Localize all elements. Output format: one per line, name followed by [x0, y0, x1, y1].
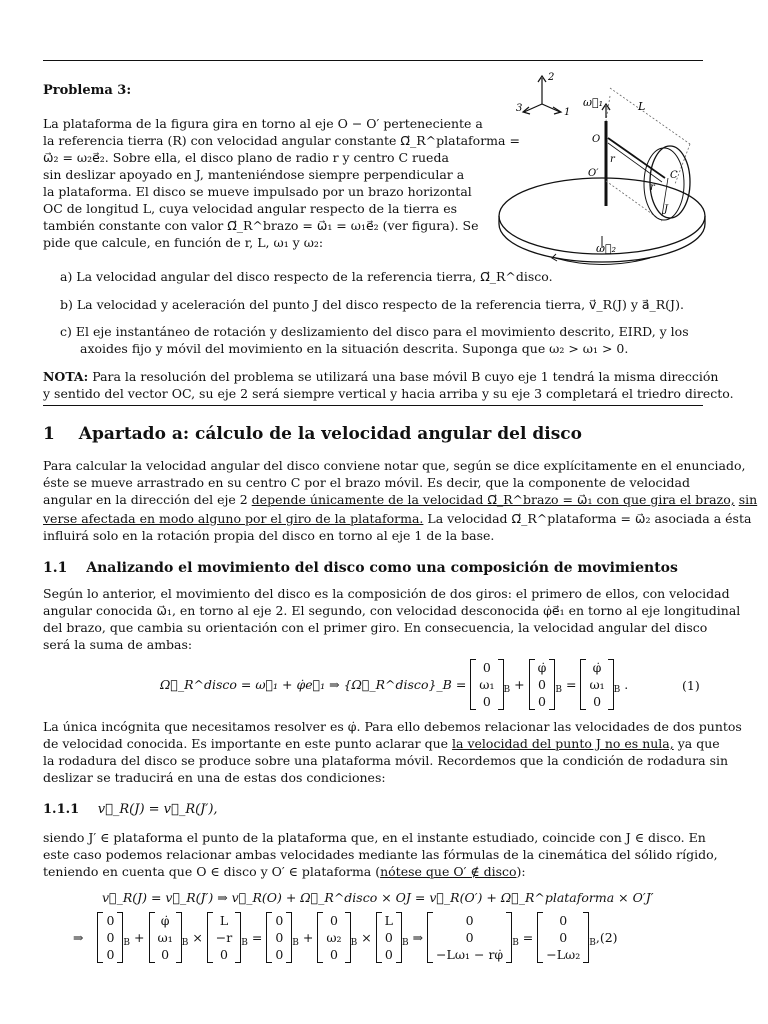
- statement-line: la referencia tierra (R) con velocidad angular constante Ω⃗_R^plataforma =: [43, 133, 520, 148]
- s111-line: este caso podemos relacionar ambas velocidades mediante las fórmulas de la cinemática del sólido rígido,: [43, 847, 718, 862]
- equation-1: Ω⃗_R^disco = ω⃗₁ + φ̇e⃗₁ ⇒ {Ω⃗_R^disco}_B = 0 ω₁ 0 $_B$ + φ̇ 0 0 $_B$ = φ̇ ω₁ 0 $_B$ .: [160, 660, 629, 709]
- s11-line: Según lo anterior, el movimiento del disco es la composición de dos giros: el primero de ellos, con velocidad: [43, 586, 730, 601]
- O-label: O: [592, 134, 601, 145]
- statement-line: OC de longitud L, cuya velocidad angular respecto de la tierra es: [43, 201, 458, 216]
- axis-3-label: 3: [516, 103, 523, 114]
- s1-line-3: [43, 491, 757, 508]
- r-label: r: [610, 154, 615, 165]
- eq2-matrix: φ̇ ω₁ 0: [149, 912, 182, 963]
- item-a: a) La velocidad angular del disco respecto de la referencia tierra, Ω⃗_R^disco.: [60, 269, 553, 284]
- omega2-arc-icon: [555, 258, 650, 265]
- statement-line: pide que calcule, en función de r, L, ω₁ y ω₂:: [43, 235, 324, 250]
- s11-p2-line: de velocidad conocida. Es importante en este punto aclarar que la velocidad del punto J no es nula, ya que: [43, 736, 720, 751]
- note-line-1: [43, 368, 718, 385]
- equation-2: ⇒ 0 0 0 $_B$ + φ̇ ω₁ 0 $_B$ × L −r 0 $_B$ = 0 0 0 $_B$ + 0 ω₂ 0 $_B$ × L 0 0 $_B$ ⇒ 0 0 −Lω₁ − rφ̇ $_B$ = 0 0 −Lω₂ $_B$,(2): [73, 913, 618, 962]
- s1-line: influirá solo en la rotación propia del disco en torno al eje 1 de la base.: [43, 528, 495, 543]
- platform-disk-figure: [490, 66, 710, 271]
- Oprime-label: O′: [588, 168, 599, 179]
- eq2-matrix: L −r 0: [207, 912, 241, 963]
- section-title: v⃗_R(J) = v⃗_R(J′),: [97, 802, 218, 817]
- section-title: Analizando el movimiento del disco como una composición de movimientos: [86, 560, 678, 576]
- s11-p2-line: La única incógnita que necesitamos resolver es φ̇. Para ello debemos relacionar las velocidades de dos puntos: [43, 719, 742, 734]
- s11-p2-line: deslizar se traducirá en una de estas dos condiciones:: [43, 770, 386, 785]
- eq1-matrix-2: φ̇ 0 0: [529, 659, 556, 710]
- problem-title: Problema 3:: [43, 83, 132, 98]
- section-number: 1.1: [43, 560, 68, 576]
- s1-line: Para calcular la velocidad angular del disco conviene notar que, según se dice explícitamente en el enunciado,: [43, 458, 746, 473]
- s111-line: siendo J′ ∈ plataforma el punto de la plataforma que, en el instante estudiado, coincide con J ∈ disco. En: [43, 830, 706, 845]
- statement-line: sin deslizar apoyado en J, manteniéndose siempre perpendicular a: [43, 167, 465, 182]
- section-1-1-heading: [43, 560, 678, 576]
- eq1-matrix-3: φ̇ ω₁ 0: [580, 659, 613, 710]
- section-number: 1: [43, 424, 55, 444]
- section-1-1-1-heading: [43, 802, 218, 817]
- section-number: 1.1.1: [43, 802, 80, 817]
- eq2-top: v⃗_R(J) = v⃗_R(J′) ⇒ v⃗_R(O) + Ω⃗_R^disco × OJ = v⃗_R(O′) + Ω⃗_R^plataforma × O′J′: [102, 890, 654, 905]
- s1-underlined: sin: [738, 492, 758, 507]
- section-title: Apartado a: cálculo de la velocidad angular del disco: [78, 424, 582, 444]
- omega2-label: ω⃗₂: [596, 242, 616, 255]
- eq2-number: ,(2): [595, 930, 618, 945]
- s1-underlined: verse afectada en modo alguno por el giro de la plataforma.: [43, 511, 424, 526]
- section-1-heading: [43, 424, 582, 444]
- eq2-matrix: 0 0 0: [97, 912, 123, 963]
- note-label: NOTA:: [43, 369, 89, 384]
- s11-underlined: la velocidad del punto J no es nula,: [452, 736, 674, 751]
- s111-underlined: nótese que O′ ∉ disco: [380, 864, 517, 879]
- s11-line: angular conocida ω⃗₁, en torno al eje 2. El segundo, con velocidad desconocida φ̇e⃗₁ en torno al eje longitudinal: [43, 603, 741, 618]
- s1-text: La velocidad Ω⃗_R^plataforma = ω⃗₂ asociada a ésta: [427, 511, 752, 526]
- statement-line: ω⃗₂ = ω₂e⃗₂. Sobre ella, el disco plano de radio r y centro C rueda: [43, 150, 449, 165]
- s11-line: será la suma de ambas:: [43, 637, 193, 652]
- s1-line: éste se mueve arrastrado en su centro C por el brazo móvil. Es decir, que la componente de velocidad: [43, 475, 690, 490]
- s111-line: teniendo en cuenta que O ∈ disco y O′ ∈ plataforma (nótese que O′ ∉ disco):: [43, 864, 526, 879]
- axis-1-label: 1: [564, 107, 571, 118]
- statement-line: la plataforma. El disco se mueve impulsado por un brazo horizontal: [43, 184, 472, 199]
- axes-triad-icon: [523, 76, 561, 114]
- statement-line: también constante con valor Ω⃗_R^brazo = ω⃗₁ = ω₁e⃗₂ (ver figura). Se: [43, 218, 479, 233]
- eq2-matrix: 0 ω₂ 0: [317, 912, 350, 963]
- omega1-label: ω⃗₁: [583, 96, 603, 109]
- item-c: c) El eje instantáneo de rotación y deslizamiento del disco para el movimiento descrito, EIRD, y los: [60, 324, 689, 339]
- s11-line: del brazo, que cambia su orientación con el primer giro. En consecuencia, la velocidad angular del disco: [43, 620, 708, 635]
- L-label: L: [638, 100, 646, 113]
- s1-text: angular en la dirección del eje 2: [43, 492, 248, 507]
- axis-2-label: 2: [548, 72, 555, 83]
- statement-line: La plataforma de la figura gira en torno al eje O − O′ perteneciente a: [43, 116, 483, 131]
- item-c-cont: axoides fijo y móvil del movimiento en la situación descrita. Suponga que ω₂ > ω₁ > 0.: [80, 341, 629, 356]
- eq1-matrix-1: 0 ω₁ 0: [470, 659, 503, 710]
- eq2-matrix: 0 0 −Lω₁ − rφ̇: [427, 912, 512, 963]
- J-label: J: [664, 204, 669, 215]
- note-text: Para la resolución del problema se utilizará una base móvil B cuyo eje 1 tendrá la misma dirección: [92, 369, 719, 384]
- s11-p2-line: la rodadura del disco se produce sobre una plataforma móvil. Recordemos que la condición de rodadura sin: [43, 753, 729, 768]
- eq1-lhs: Ω⃗_R^disco = ω⃗₁ + φ̇e⃗₁ ⇒ {Ω⃗_R^disco}_B =: [160, 677, 467, 692]
- eq2-matrix: 0 0 −Lω₂: [537, 912, 589, 963]
- arm-oc: [608, 138, 665, 178]
- r2-label: r: [650, 182, 655, 193]
- note-line-2: y sentido del vector OC, su eje 2 será siempre vertical y hacia arriba y su eje 3 completará el triedro directo.: [43, 386, 734, 401]
- eq2-matrix: L 0 0: [376, 912, 402, 963]
- C-label: C: [670, 170, 678, 181]
- note-rule: [43, 405, 703, 406]
- s1-underlined: depende únicamente de la velocidad Ω⃗_R^brazo = ω⃗₁ con que gira el brazo,: [251, 492, 735, 507]
- s1-line-4: [43, 510, 751, 527]
- eq2-matrix: 0 0 0: [266, 912, 292, 963]
- top-rule: [43, 60, 703, 61]
- eq1-number: (1): [682, 678, 700, 693]
- item-b: b) La velocidad y aceleración del punto J del disco respecto de la referencia tierra, v⃗_R(J) y a⃗_R(J).: [60, 297, 684, 312]
